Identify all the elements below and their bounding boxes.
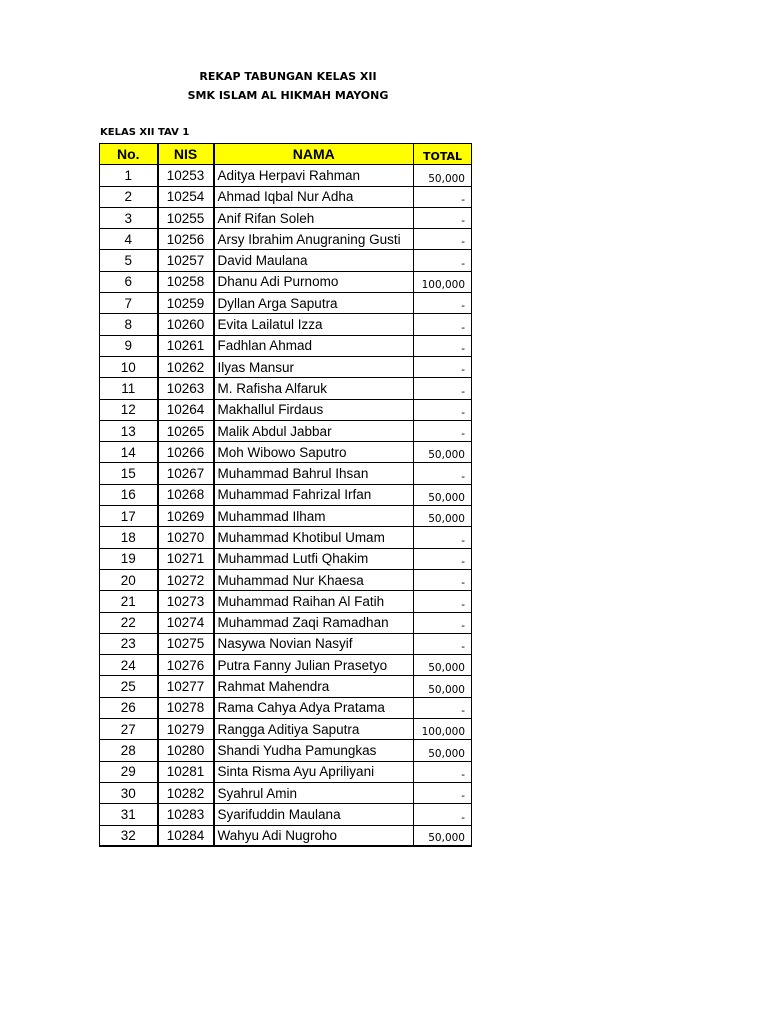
cell-nama: Muhammad Ilham [214,506,414,527]
cell-nama: Aditya Herpavi Rahman [214,165,414,186]
cell-total: - [414,250,472,271]
table-row [100,314,472,335]
table-row [100,399,472,420]
table-row [100,271,472,292]
cell-nis: 10258 [158,271,214,292]
cell-nis: 10265 [158,420,214,441]
cell-total: - [414,378,472,399]
cell-no: 12 [100,399,158,420]
cell-nama: Rama Cahya Adya Pratama [214,697,414,718]
cell-nama: Nasywa Novian Nasyif [214,633,414,654]
table-row [100,697,472,718]
cell-nama: Anif Rifan Soleh [214,207,414,228]
cell-nama: Muhammad Raihan Al Fatih [214,591,414,612]
cell-total: 100,000 [414,271,472,292]
cell-no: 4 [100,229,158,250]
table-row [100,207,472,228]
cell-total: 50,000 [414,484,472,505]
cell-no: 21 [100,591,158,612]
cell-no: 9 [100,335,158,356]
cell-total: - [414,293,472,314]
cell-no: 24 [100,655,158,676]
table-row [100,612,472,633]
cell-nis: 10259 [158,293,214,314]
table-row [100,761,472,782]
cell-total: - [414,356,472,377]
cell-nis: 10254 [158,186,214,207]
cell-nis: 10269 [158,506,214,527]
table-row [100,782,472,803]
cell-no: 7 [100,293,158,314]
cell-nis: 10262 [158,356,214,377]
cell-no: 26 [100,697,158,718]
table-body [100,165,472,847]
cell-nama: Ahmad Iqbal Nur Adha [214,186,414,207]
cell-nama: Wahyu Adi Nugroho [214,825,414,846]
cell-total: 50,000 [414,825,472,846]
table-row [100,165,472,186]
table-row [100,420,472,441]
cell-total: 50,000 [414,506,472,527]
class-label: KELAS XII TAV 1 [100,127,190,138]
table-row [100,186,472,207]
cell-nama: Malik Abdul Jabbar [214,420,414,441]
cell-no: 22 [100,612,158,633]
cell-nis: 10283 [158,804,214,825]
table-row [100,548,472,569]
cell-nis: 10279 [158,719,214,740]
table-row [100,378,472,399]
cell-nis: 10266 [158,442,214,463]
cell-nis: 10280 [158,740,214,761]
cell-nis: 10261 [158,335,214,356]
cell-no: 15 [100,463,158,484]
cell-nis: 10277 [158,676,214,697]
cell-total: - [414,186,472,207]
cell-total: - [414,420,472,441]
cell-nama: M. Rafisha Alfaruk [214,378,414,399]
cell-total: - [414,463,472,484]
cell-no: 29 [100,761,158,782]
cell-nama: Syahrul Amin [214,782,414,803]
cell-nis: 10275 [158,633,214,654]
table-row [100,569,472,590]
cell-nama: Muhammad Fahrizal Irfan [214,484,414,505]
cell-nis: 10264 [158,399,214,420]
cell-nis: 10272 [158,569,214,590]
cell-total: - [414,207,472,228]
cell-nama: Rahmat Mahendra [214,676,414,697]
cell-total: - [414,399,472,420]
table-row [100,335,472,356]
cell-no: 32 [100,825,158,846]
table-row [100,463,472,484]
cell-no: 25 [100,676,158,697]
cell-total: - [414,612,472,633]
cell-total: - [414,314,472,335]
cell-total: - [414,335,472,356]
header-total: TOTAL [414,144,472,165]
cell-total: - [414,527,472,548]
table-row [100,484,472,505]
cell-nis: 10255 [158,207,214,228]
cell-no: 6 [100,271,158,292]
cell-nis: 10284 [158,825,214,846]
cell-total: - [414,697,472,718]
cell-nama: David Maulana [214,250,414,271]
cell-no: 30 [100,782,158,803]
table-row [100,293,472,314]
savings-table [99,143,472,847]
table-row [100,356,472,377]
cell-total: 50,000 [414,676,472,697]
cell-total: - [414,548,472,569]
cell-nis: 10268 [158,484,214,505]
table-row [100,591,472,612]
cell-no: 13 [100,420,158,441]
cell-nama: Muhammad Nur Khaesa [214,569,414,590]
cell-no: 8 [100,314,158,335]
cell-no: 14 [100,442,158,463]
table-row [100,676,472,697]
cell-nama: Muhammad Khotibul Umam [214,527,414,548]
table-row [100,655,472,676]
table-row [100,229,472,250]
cell-nama: Muhammad Zaqi Ramadhan [214,612,414,633]
cell-nama: Shandi Yudha Pamungkas [214,740,414,761]
cell-nama: Rangga Aditiya Saputra [214,719,414,740]
cell-no: 16 [100,484,158,505]
cell-nama: Evita Lailatul Izza [214,314,414,335]
cell-nis: 10281 [158,761,214,782]
table-row [100,804,472,825]
cell-total: - [414,782,472,803]
report-title: REKAP TABUNGAN KELAS XII [199,70,377,83]
cell-nis: 10276 [158,655,214,676]
cell-nama: Putra Fanny Julian Prasetyo [214,655,414,676]
table-header-row [100,144,472,165]
cell-nama: Muhammad Lutfi Qhakim [214,548,414,569]
cell-no: 23 [100,633,158,654]
table-row [100,719,472,740]
school-name: SMK ISLAM AL HIKMAH MAYONG [187,89,389,102]
cell-nis: 10270 [158,527,214,548]
cell-nama: Dyllan Arga Saputra [214,293,414,314]
cell-no: 28 [100,740,158,761]
cell-nis: 10257 [158,250,214,271]
table-row [100,506,472,527]
cell-nama: Syarifuddin Maulana [214,804,414,825]
cell-nis: 10256 [158,229,214,250]
cell-total: - [414,761,472,782]
table-row [100,527,472,548]
cell-nis: 10273 [158,591,214,612]
cell-total: 50,000 [414,165,472,186]
header-no: No. [100,144,158,165]
cell-nama: Ilyas Mansur [214,356,414,377]
header-nis: NIS [158,144,214,165]
cell-nis: 10260 [158,314,214,335]
cell-no: 20 [100,569,158,590]
cell-no: 11 [100,378,158,399]
cell-no: 2 [100,186,158,207]
cell-no: 17 [100,506,158,527]
table-row [100,442,472,463]
table-row [100,250,472,271]
table-row [100,825,472,846]
cell-total: - [414,633,472,654]
cell-no: 1 [100,165,158,186]
cell-nis: 10274 [158,612,214,633]
cell-total: - [414,804,472,825]
cell-total: 50,000 [414,442,472,463]
cell-nama: Arsy Ibrahim Anugraning Gusti [214,229,414,250]
cell-no: 27 [100,719,158,740]
cell-nama: Sinta Risma Ayu Apriliyani [214,761,414,782]
cell-total: - [414,229,472,250]
cell-no: 19 [100,548,158,569]
cell-no: 10 [100,356,158,377]
table-row [100,740,472,761]
cell-nama: Dhanu Adi Purnomo [214,271,414,292]
cell-nis: 10267 [158,463,214,484]
cell-nis: 10282 [158,782,214,803]
cell-nama: Fadhlan Ahmad [214,335,414,356]
cell-no: 5 [100,250,158,271]
cell-total: - [414,591,472,612]
cell-nis: 10278 [158,697,214,718]
cell-nis: 10271 [158,548,214,569]
cell-total: - [414,569,472,590]
cell-nis: 10253 [158,165,214,186]
header-nama: NAMA [214,144,414,165]
cell-nis: 10263 [158,378,214,399]
table-row [100,633,472,654]
cell-total: 100,000 [414,719,472,740]
cell-total: 50,000 [414,655,472,676]
cell-no: 3 [100,207,158,228]
cell-nama: Makhallul Firdaus [214,399,414,420]
cell-total: 50,000 [414,740,472,761]
cell-nama: Moh Wibowo Saputro [214,442,414,463]
cell-no: 18 [100,527,158,548]
cell-no: 31 [100,804,158,825]
cell-nama: Muhammad Bahrul Ihsan [214,463,414,484]
